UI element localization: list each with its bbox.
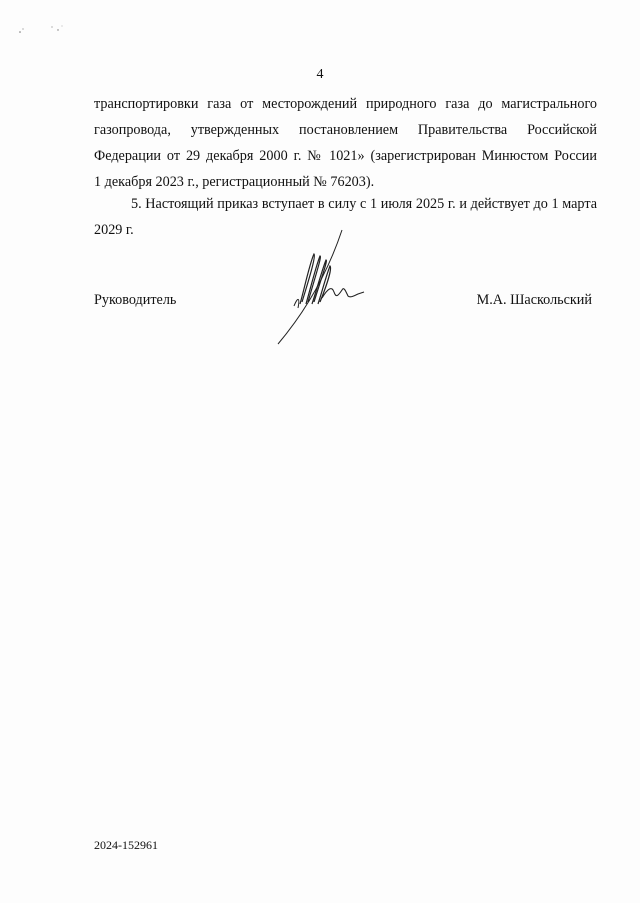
- text-line: 5. Настоящий приказ вступает в силу с 1 июля 2025 г. и действует до 1 марта: [131, 196, 597, 212]
- registration-number: 2024-152961: [94, 838, 158, 852]
- handwritten-signature: [270, 226, 380, 348]
- text-line: 2029 г.: [94, 222, 134, 238]
- signatory-position: Руководитель: [94, 292, 177, 308]
- scan-noise-specks: [12, 18, 72, 38]
- text-line: транспортировки газа от месторождений природного газа до магистрального: [94, 96, 597, 112]
- page-number: 4: [316, 67, 324, 82]
- text-line: 1 декабря 2023 г., регистрационный № 76203).: [94, 174, 375, 190]
- text-line: газопровода, утвержденных постановлением Правительства Российской: [94, 122, 597, 138]
- text-line: Федерации от 29 декабря 2000 г. № 1021» (зарегистрирован Минюстом России: [94, 148, 597, 164]
- signatory-name: М.А. Шаскольский: [476, 292, 592, 308]
